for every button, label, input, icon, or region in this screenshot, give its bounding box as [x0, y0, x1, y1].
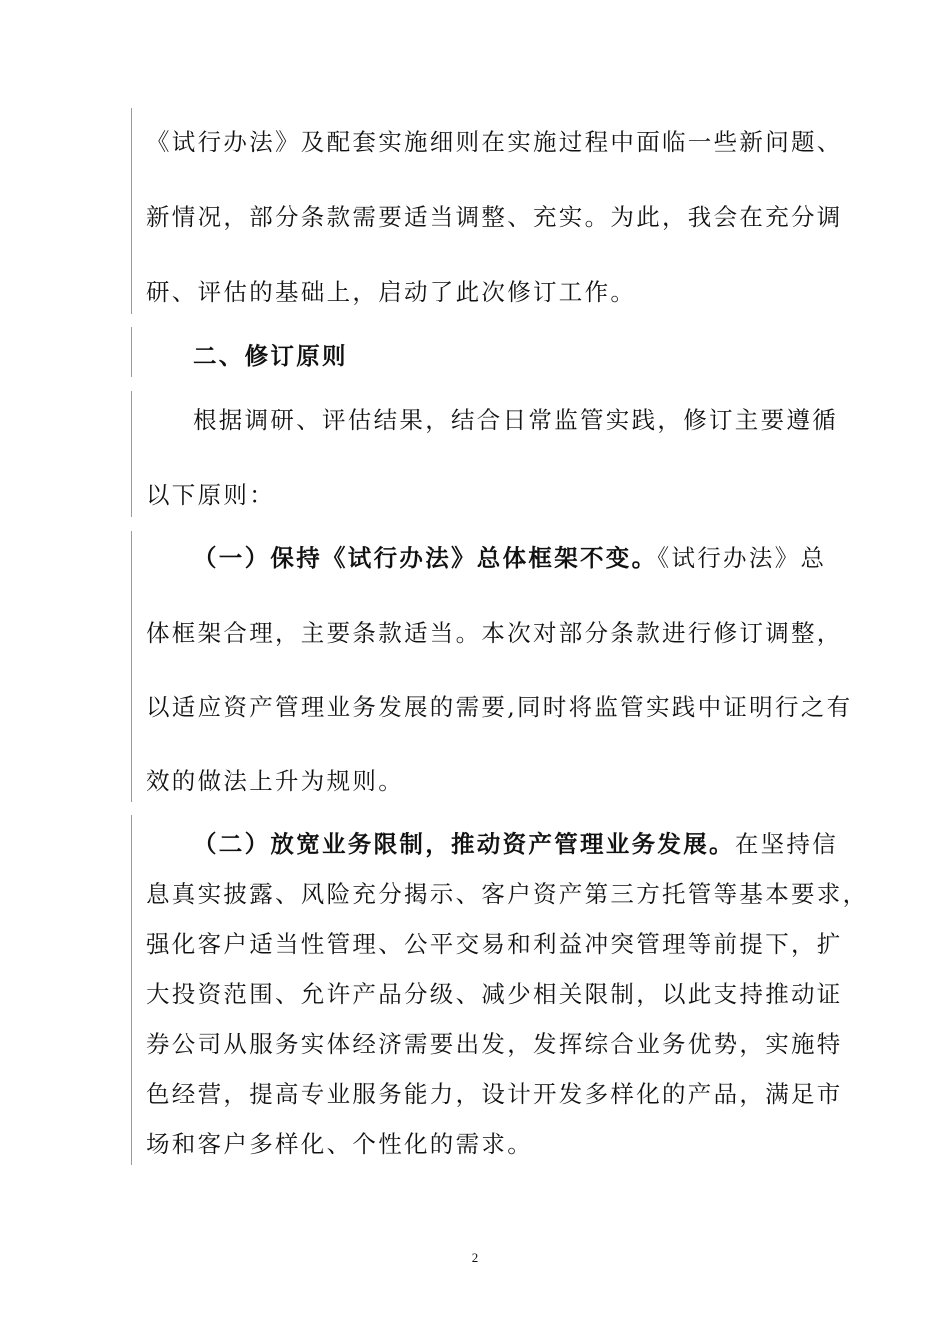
paragraph-line: 券公司从服务实体经济需要出发，发挥综合业务优势，实施特	[146, 1030, 843, 1058]
paragraph-line: 以下原则：	[146, 481, 275, 509]
paragraph-line: 研、评估的基础上，启动了此次修订工作。	[146, 278, 637, 306]
paragraph-line: 根据调研、评估结果，结合日常监管实践，修订主要遵循	[193, 406, 838, 434]
paragraph-line: 新情况，部分条款需要适当调整、充实。为此，我会在充分调	[146, 203, 843, 231]
revision-bar	[131, 391, 132, 517]
paragraph-line: 强化客户适当性管理、公平交易和利益冲突管理等前提下，扩	[146, 930, 843, 958]
lead-rest: 在坚持信	[734, 830, 839, 858]
paragraph-line: 效的做法上升为规则。	[146, 767, 404, 795]
paragraph-line: 色经营，提高专业服务能力，设计开发多样化的产品，满足市	[146, 1080, 843, 1108]
bold-lead: （一）保持《试行办法》总体框架不变。	[193, 544, 658, 572]
page-number: 2	[471, 1250, 479, 1265]
paragraph-line: 《试行办法》及配套实施细则在实施过程中面临一些新问题、	[146, 128, 843, 156]
bold-lead: （二）放宽业务限制，推动资产管理业务发展。	[193, 830, 735, 858]
revision-bar	[131, 815, 132, 1165]
revision-bar	[131, 108, 132, 314]
paragraph-line: 大投资范围、允许产品分级、减少相关限制，以此支持推动证	[146, 980, 843, 1008]
paragraph-line: 以适应资产管理业务发展的需要,同时将监管实践中证明行之有	[146, 693, 853, 721]
section-heading: 二、修订原则	[193, 342, 348, 370]
paragraph-line: 场和客户多样化、个性化的需求。	[146, 1130, 533, 1158]
lead-rest: 《试行办法》总	[657, 544, 827, 572]
revision-bar	[131, 531, 132, 802]
paragraph-first-line	[193, 543, 827, 573]
revision-bar	[131, 327, 132, 377]
paragraph-first-line	[193, 829, 839, 859]
paragraph-line: 体框架合理，主要条款适当。本次对部分条款进行修订调整，	[146, 619, 843, 647]
paragraph-line: 息真实披露、风险充分揭示、客户资产第三方托管等基本要求，	[146, 880, 869, 908]
